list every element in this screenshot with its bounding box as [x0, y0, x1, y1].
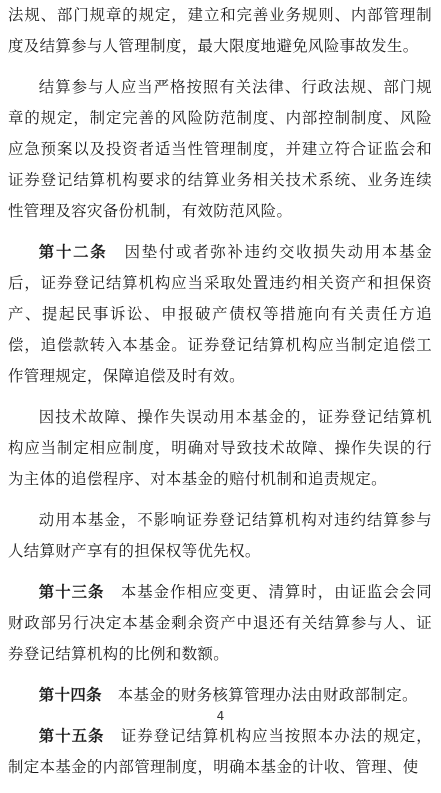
- article-13-paragraph: 第十三条 本基金作相应变更、清算时，由证监会会同财政部另行决定本基金剩余资产中退还有关结算参与人、证券登记结算机构的比例和数额。: [8, 583, 432, 663]
- article-12-paragraph: 第十二条 因垫付或者弥补违约交收损失动用本基金后，证券登记结算机构应当采取处置违约相关资产和担保资产、提起民事诉讼、申报破产债权等措施向有关责任方追偿，追偿款转入本基金。证券登记结算机构应当制定追偿工作管理规定，保障追偿及时有效。: [8, 243, 432, 385]
- paragraph: 动用本基金，不影响证券登记结算机构对违约结算参与人结算财产享有的担保权等优先权。: [8, 511, 432, 560]
- paragraph-continued: 法规、部门规章的规定，建立和完善业务规则、内部管理制度及结算参与人管理制度，最大限度地避免风险事故发生。: [8, 6, 432, 55]
- article-15-paragraph: 第十五条 证券登记结算机构应当按照本办法的规定，制定本基金的内部管理制度，明确本基金的计收、管理、使: [8, 727, 432, 776]
- document-body: [8, 0, 432, 793]
- article-number: 第十四条: [38, 686, 102, 704]
- article-number: 第十三条: [38, 583, 105, 601]
- page-number: 4: [216, 709, 225, 723]
- paragraph: 因技术故障、操作失误动用本基金的，证券登记结算机构应当制定相应制度，明确对导致技术故障、操作失误的行为主体的追偿程序、对本基金的赔付机制和追责规定。: [8, 408, 432, 488]
- paragraph: 结算参与人应当严格按照有关法律、行政法规、部门规章的规定，制定完善的风险防范制度、内部控制制度、风险应急预案以及投资者适当性管理制度，并建立符合证监会和证券登记结算机构要求的结算业务相关技术系统、业务连续性管理及容灾备份机制，有效防范风险。: [8, 78, 432, 220]
- article-number: 第十五条: [38, 727, 105, 745]
- article-number: 第十二条: [38, 243, 108, 261]
- article-14-paragraph: 第十四条 本基金的财务核算管理办法由财政部制定。: [38, 686, 418, 704]
